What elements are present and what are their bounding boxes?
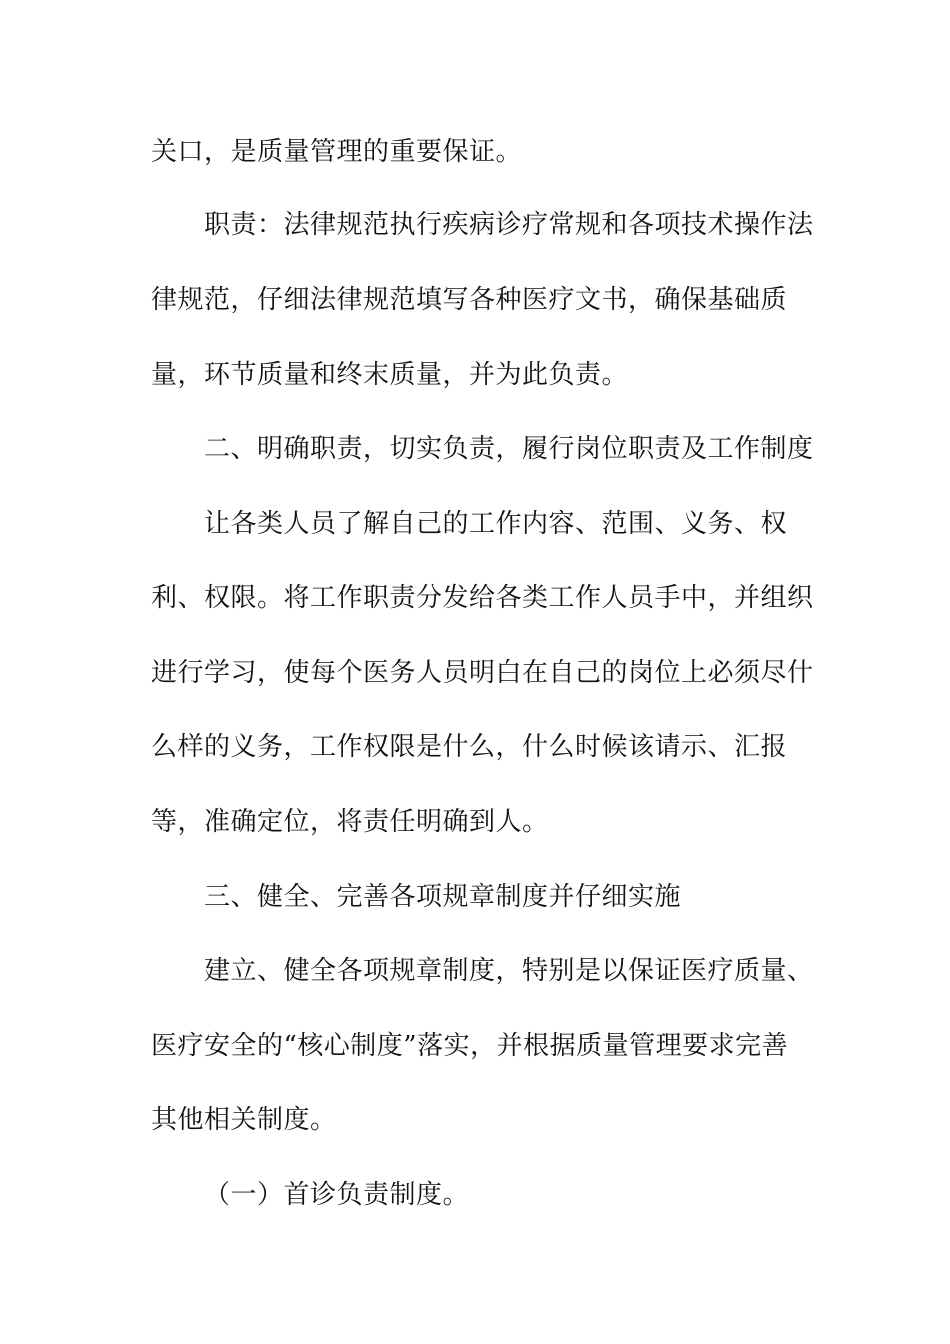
text-line: 量，环节质量和终末质量，并为此负责。 [151, 360, 629, 390]
text-line: 医疗安全的“核心制度”落实，并根据质量管理要求完善 [151, 1031, 789, 1061]
section-heading: 三、健全、完善各项规章制度并仔细实施 [204, 882, 682, 912]
text-line: 职责：法律规范执行疾病诊疗常规和各项技术操作法 [204, 210, 814, 240]
text-line: 进行学习，使每个医务人员明白在自己的岗位上必须尽什 [151, 658, 814, 688]
text-line: 律规范，仔细法律规范填写各种医疗文书，确保基础质 [151, 285, 788, 315]
subsection-heading: （一）首诊负责制度。 [204, 1180, 470, 1210]
text-line: 其他相关制度。 [151, 1105, 337, 1135]
text-line: 利、权限。将工作职责分发给各类工作人员手中，并组织 [151, 583, 814, 613]
text-line: 么样的义务，工作权限是什么，什么时候该请示、汇报 [151, 732, 788, 762]
text-line: 让各类人员了解自己的工作内容、范围、义务、权 [204, 509, 788, 539]
text-line: 关口，是质量管理的重要保证。 [151, 137, 523, 167]
section-heading: 二、明确职责，切实负责，履行岗位职责及工作制度 [204, 434, 814, 464]
text-line: 建立、健全各项规章制度，特别是以保证医疗质量、 [204, 956, 814, 986]
text-line: 等，准确定位，将责任明确到人。 [151, 807, 549, 837]
